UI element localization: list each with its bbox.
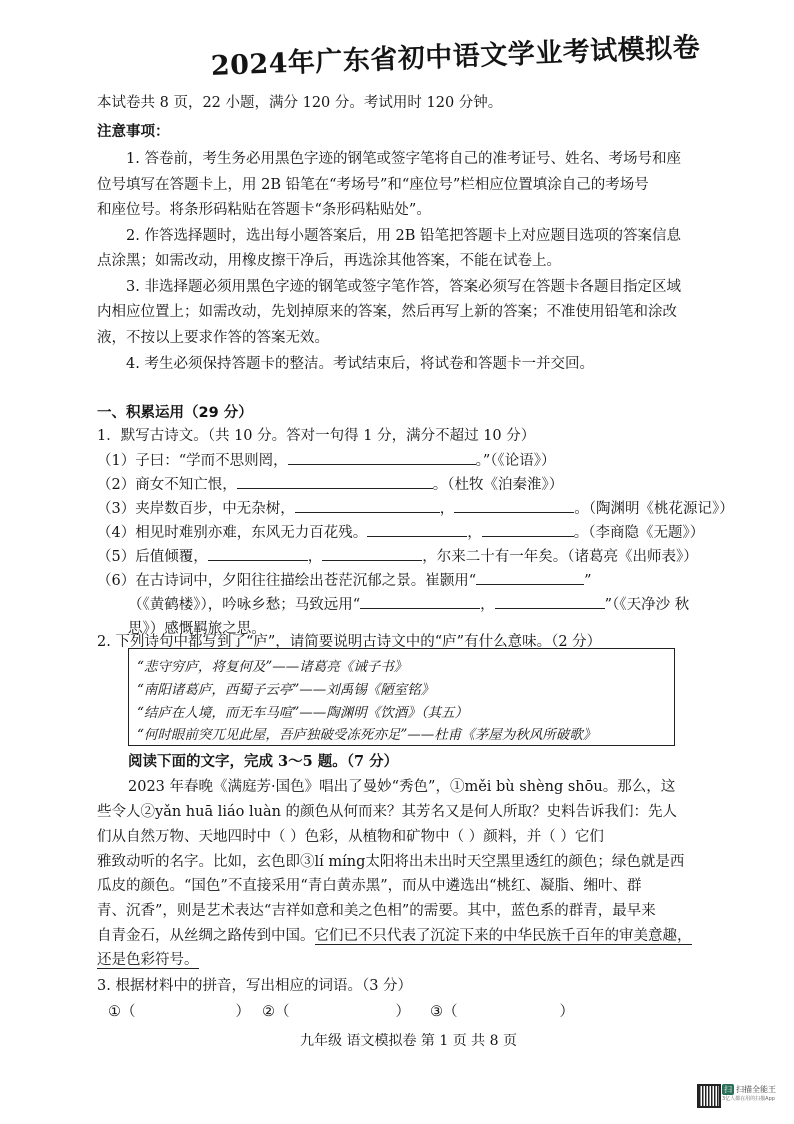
note-3-line-3: 液，不按以上要求作答的答案无效。 [97,330,329,346]
scanner-brand-text: 扫描全能王 [736,1085,776,1094]
answer-blank[interactable] [482,523,574,537]
q1-item-5-text-b: ， [307,549,323,565]
underlined-sentence: 它们已不只代表了沉淀下来的中华民族千百年的审美意趣， [314,928,692,944]
poem-quote: “悲守穷庐，将复何及”——诸葛亮《诫子书》 [137,659,408,675]
q3-answer-3-open: ③（ [430,1004,458,1020]
answer-blank[interactable] [288,451,476,465]
q1-item-1 [97,449,556,470]
answer-blank[interactable] [367,523,467,537]
reading-heading: 阅读下面的文字，完成 3～5 题。（7 分） [128,753,399,770]
poem-quote: “结庐在人境，而无车马喧”——陶渊明《饮酒》（其五） [137,705,469,721]
q1-item-1-text-b: 。”（《论语》） [475,453,556,469]
q1-item-4-text-b: ， [467,525,482,541]
answer-blank[interactable] [454,499,574,513]
note-3-line-2: 内相应位置上；如需改动，先划掉原来的答案，然后再写上新的答案；不准使用铅笔和涂改 [97,304,677,320]
q2-stem: 2. 下列诗句中都写到了“庐”，请简要说明古诗文中的“庐”有什么意味。（2 分） [97,634,602,650]
answer-blank[interactable] [322,547,422,561]
poem-quote: “南阳诸葛庐，西蜀子云亭”——刘禹锡《陋室铭》 [137,682,435,698]
q3-answer-3 [430,1000,574,1021]
exam-intro: 本试卷共 8 页，22 小题，满分 120 分。考试用时 120 分钟。 [97,95,503,111]
poem-quote: “何时眼前突兀见此屋，吾庐独破受冻死亦足”——杜甫《茅屋为秋风所破歌》 [137,727,597,743]
q1-item-3 [97,497,734,518]
note-1-line-2: 位号填写在答题卡上，用 2B 铅笔在“考场号”和“座位号”栏相应位置填涂自己的考场号 [97,177,649,193]
answer-blank[interactable] [495,595,605,609]
q3-answer-1-close: ） [235,1004,250,1020]
answer-blank[interactable] [237,475,433,489]
q1-item-6-text-e: ”（《天净沙 秋 [604,597,690,613]
q1-item-6-text-c: （《黄鹤楼》），吟咏乡愁；马致远用“ [128,597,361,613]
q3-stem: 3. 根据材料中的拼音，写出相应的词语。（3 分） [97,978,413,994]
exam-title: 2024年广东省初中语文学业考试模拟卷 [210,32,701,82]
q3-answer-3-close: ） [559,1004,574,1020]
reading-line-7 [97,924,692,945]
q1-item-3-text-b: ， [439,501,455,517]
scanner-watermark [722,1084,776,1102]
q1-item-1-text-a: （1）子曰：“学而不思则罔， [97,453,288,469]
q1-stem: 1．默写古诗文。（共 10 分。答对一句得 1 分，满分不超过 10 分） [97,428,536,444]
q1-item-6-line-2 [128,593,689,614]
q3-answer-1-open: ①（ [108,1004,136,1020]
reading-line-3: 们从自然万物、天地四时中（ ）色彩，从植物和矿物中（ ）颜料，并（ ）它们 [97,829,604,845]
q1-item-6-line-1 [97,569,592,590]
note-2-line-2: 点涂黑；如需改动，用橡皮擦干净后，再选涂其他答案，不能在试卷上。 [97,253,561,269]
q1-item-3-text-a: （3）夹岸数百步，中无杂树， [97,501,295,517]
qr-code-icon [697,1084,721,1108]
reading-line-4: 雅致动听的名字。比如，玄色即③lí míng太阳将出未出时天空黑里透红的颜色；绿色就是西 [97,854,685,870]
note-2-line-1: 2. 作答选择题时，选出每小题答案后，用 2B 铅笔把答题卡上对应题目选项的答案信息 [126,228,682,244]
scanner-logo-icon: 扫 [724,1085,732,1094]
q1-item-2-text-b: 。（杜牧《泊秦淮》） [432,477,564,493]
answer-blank[interactable] [476,571,584,585]
q1-item-3-text-c: 。（陶渊明《桃花源记》） [574,501,734,517]
q1-item-5 [97,545,698,566]
reading-line-7-text: 自青金石，从丝绸之路传到中国。 [97,928,315,944]
note-3-line-1: 3. 非选择题必须用黑色字迹的钢笔或签字笔作答，答案必须写在答题卡各题目指定区域 [126,279,681,295]
q3-answer-1 [108,1000,250,1021]
note-1-line-3: 和座位号。将条形码粘贴在答题卡“条形码粘贴处”。 [97,202,431,218]
q1-item-2-text-a: （2）商女不知亡恨， [97,477,237,493]
reading-line-6: 青、沉香”，则是艺术表达“吉祥如意和美之色相”的需要。其中，蓝色系的群青，最早来 [97,903,656,919]
scanner-tagline: 3亿人都在用的扫描App [722,1096,775,1102]
reading-line-5: 瓜皮的颜色。“国色”不直接采用“青白黄赤黑”，而从中遴选出“桃红、凝脂、缃叶、群 [97,878,642,894]
q1-item-4-text-c: 。（李商隐《无题》） [573,525,705,541]
q1-item-2 [97,473,563,494]
q1-item-4 [97,521,704,542]
q3-answer-2 [262,1000,410,1021]
section-1-title: 一、积累运用（29 分） [97,405,253,421]
q1-item-6-text-d: ， [480,597,495,613]
poem-quote-box [128,648,675,746]
reading-line-2: 些令人②yǎn huā liáo luàn 的颜色从何而来？其芳名又是何人所取？史料告诉我们：先人 [97,804,678,820]
reading-line-1: 2023 年春晚《满庭芳·国色》唱出了曼妙“秀色”，①měi bù shèng shōu。那么，这 [128,779,676,795]
q1-item-4-text-a: （4）相见时难别亦难，东风无力百花残。 [97,525,368,541]
q1-item-6-text-a: （6）在古诗词中，夕阳往往描绘出苍茫沉郁之景。崔颢用“ [97,573,477,589]
q1-item-6-text-b: ” [584,573,592,589]
underlined-sentence-end: 还是色彩符号。 [97,952,199,968]
answer-blank[interactable] [360,595,480,609]
answer-blank[interactable] [208,547,308,561]
q1-item-5-text-a: （5）后值倾覆， [97,549,208,565]
notes-heading: 注意事项： [97,123,170,140]
note-1-line-1: 1. 答卷前，考生务必用黑色字迹的钢笔或签字笔将自己的准考证号、姓名、考场号和座 [126,151,681,167]
page-footer: 九年级 语文模拟卷 第 1 页 共 8 页 [300,1033,517,1049]
q1-item-6-line-3: 思》）感慨羁旅之思。 [128,621,266,637]
answer-blank[interactable] [295,499,440,513]
q3-answer-2-open: ②（ [262,1004,290,1020]
q1-item-5-text-c: ，尔来二十有一年矣。（诸葛亮《出师表》） [422,549,698,565]
note-4-line: 4. 考生必须保持答题卡的整洁。考试结束后，将试卷和答题卡一并交回。 [126,356,594,372]
reading-line-8 [97,948,199,969]
q3-answer-2-close: ） [395,1004,410,1020]
